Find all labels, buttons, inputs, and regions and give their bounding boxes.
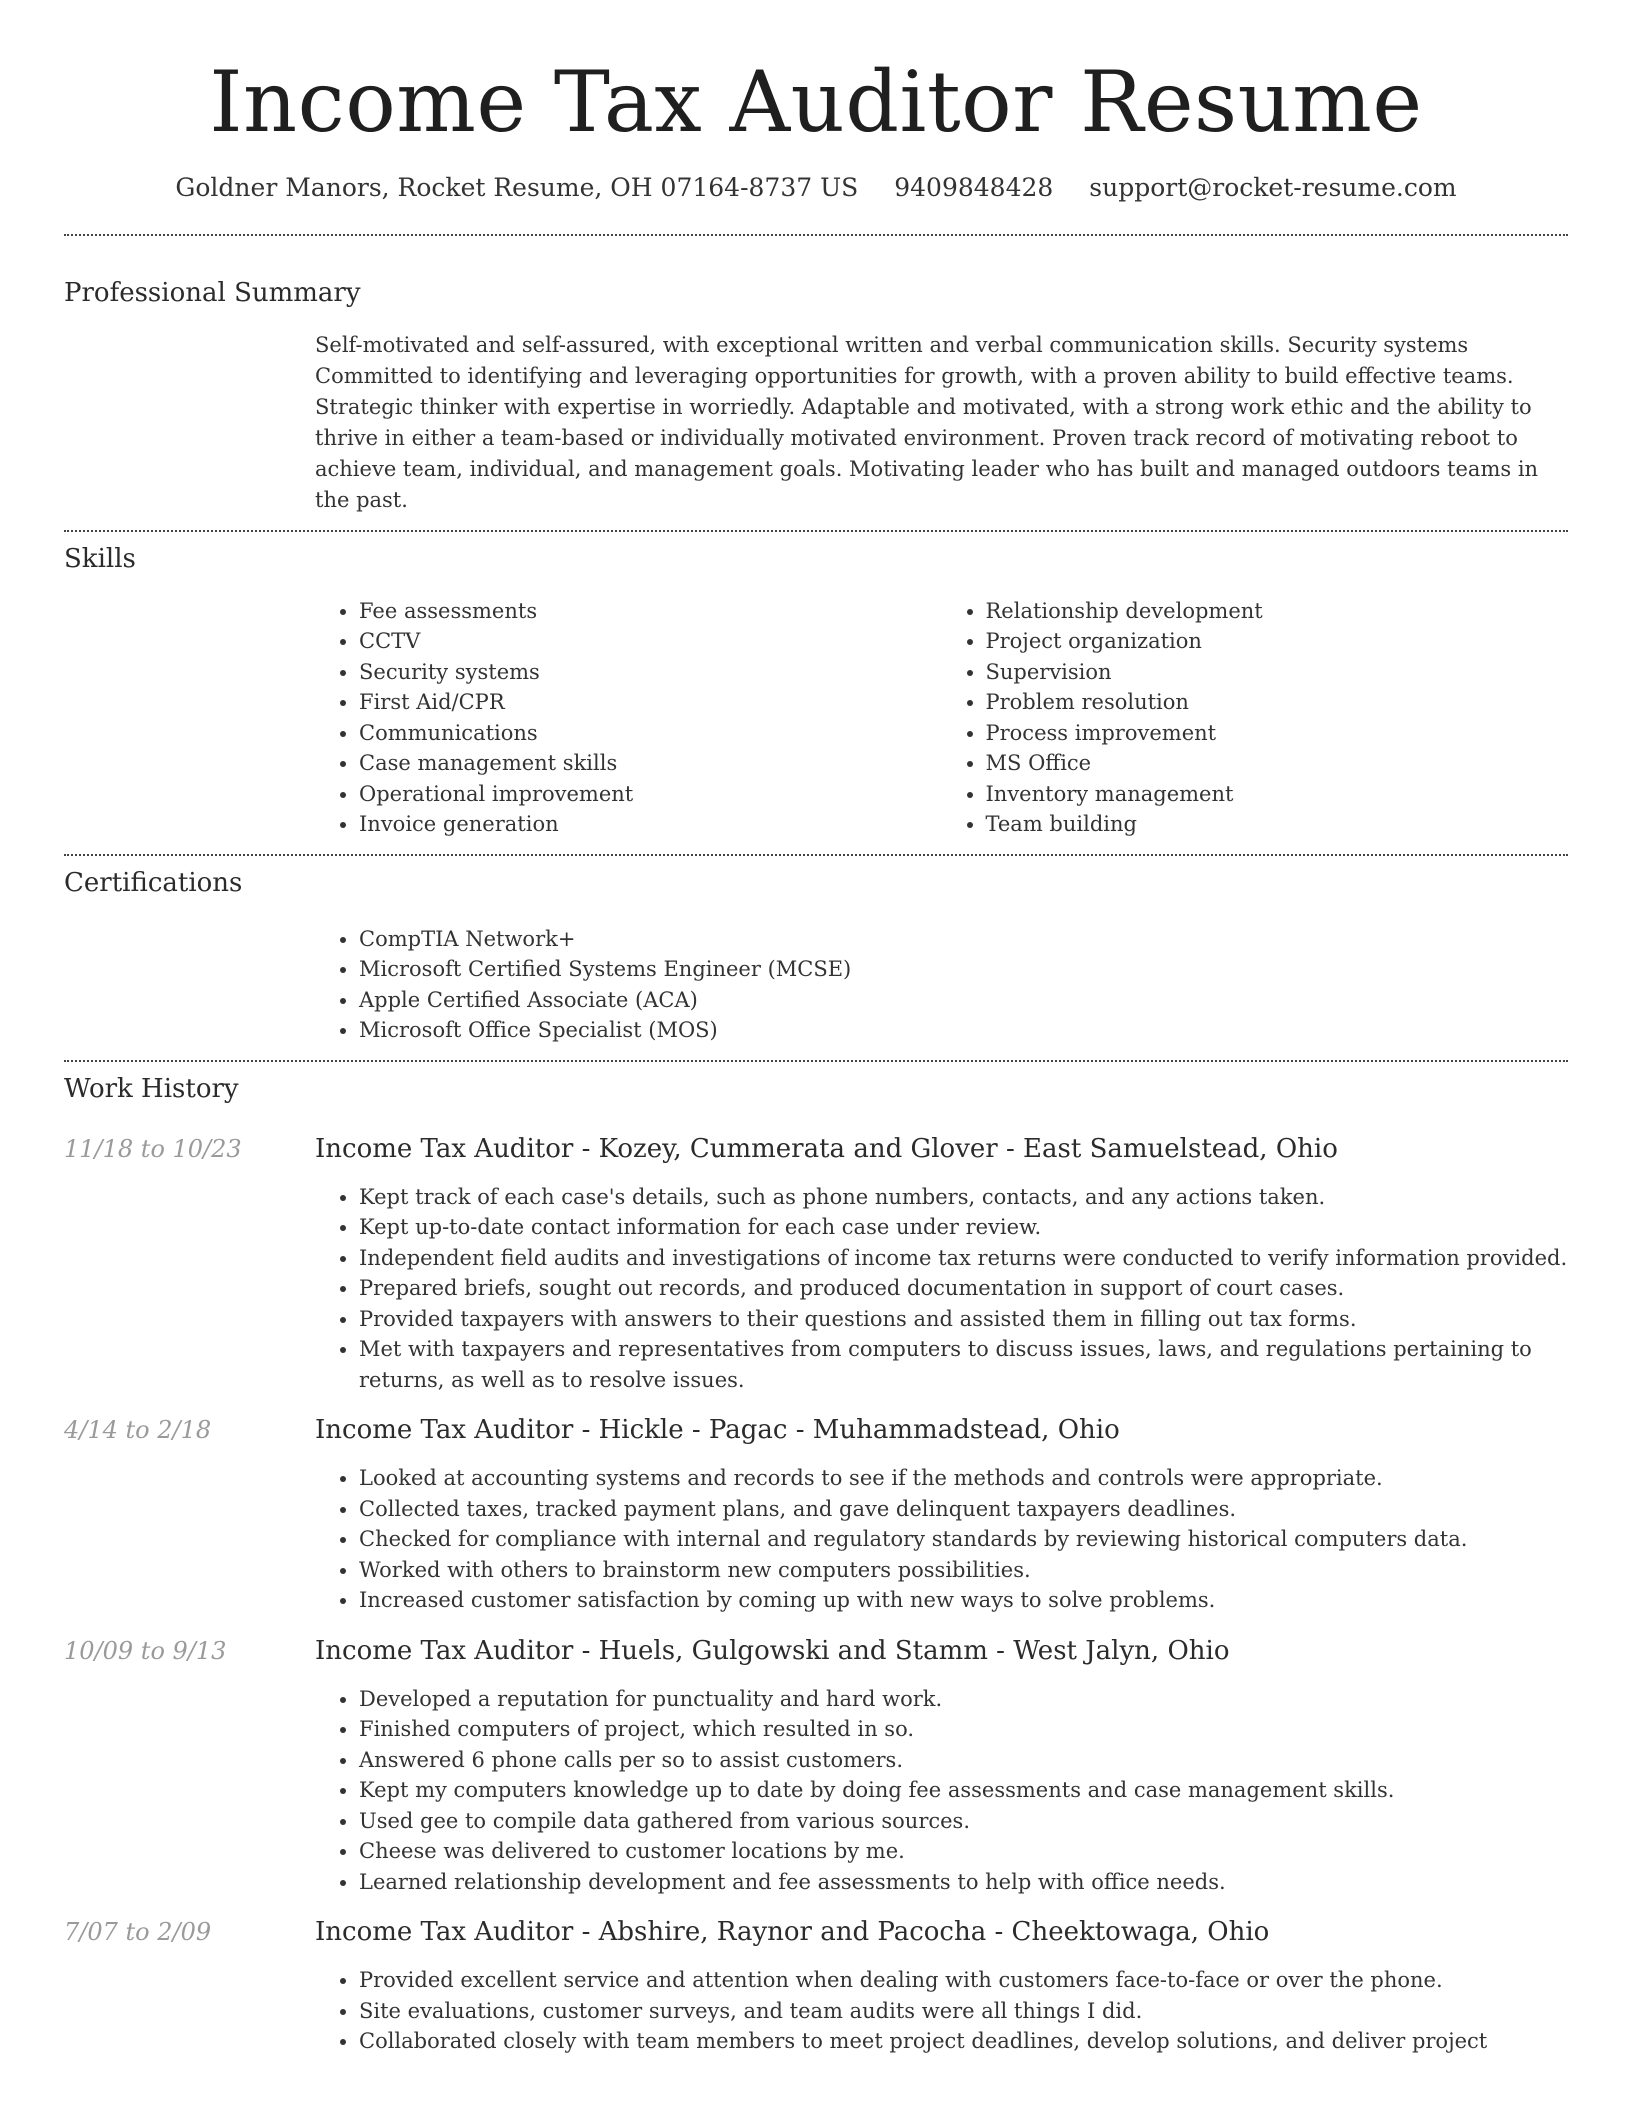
job-body xyxy=(315,1132,1568,1396)
job-bullet: • Cheese was delivered to customer locations by me. xyxy=(359,1836,1568,1867)
skills-heading: Skills xyxy=(64,543,136,574)
job-bullet: • Kept track of each case's details, such as phone numbers, contacts, and any actions taken. xyxy=(359,1182,1568,1213)
job-bullet: • Increased customer satisfaction by coming up with new ways to solve problems. xyxy=(359,1585,1568,1616)
contact-phone: 9409848428 xyxy=(894,172,1054,202)
skill-item: • Operational improvement xyxy=(359,779,942,810)
job-entry xyxy=(64,1413,1568,1616)
job-entry xyxy=(64,1915,1568,2057)
resume-page xyxy=(64,0,1568,2057)
resume-title: Income Tax Auditor Resume xyxy=(209,53,1423,151)
job-body xyxy=(315,1915,1568,2057)
skill-item: • Inventory management xyxy=(986,779,1569,810)
job-title: Income Tax Auditor - Abshire, Raynor and Pacocha - Cheektowaga, Ohio xyxy=(315,1917,1270,1948)
job-bullet: • Collected taxes, tracked payment plans, and gave delinquent taxpayers deadlines. xyxy=(359,1494,1568,1525)
job-bullet: • Collaborated closely with team members to meet project deadlines, develop solutions, and deliver project xyxy=(359,2026,1568,2057)
certification-item: • Apple Certified Associate (ACA) xyxy=(359,985,1568,1016)
summary-section xyxy=(64,236,1568,516)
skill-item: • Invoice generation xyxy=(359,809,942,840)
job-dates: 10/09 to 9/13 xyxy=(64,1636,227,1665)
job-bullet: • Prepared briefs, sought out records, and produced documentation in support of court cases. xyxy=(359,1273,1568,1304)
certifications-list xyxy=(315,924,1568,1046)
skill-item: • Relationship development xyxy=(986,596,1569,627)
job-title: Income Tax Auditor - Huels, Gulgowski and Stamm - West Jalyn, Ohio xyxy=(315,1635,1230,1666)
job-bullet: • Site evaluations, customer surveys, and team audits were all things I did. xyxy=(359,1996,1568,2027)
job-bullets xyxy=(315,1684,1568,1898)
skill-item: • Communications xyxy=(359,718,942,749)
summary-heading: Professional Summary xyxy=(64,277,361,308)
job-bullet: • Kept my computers knowledge up to date by doing fee assessments and case management skills. xyxy=(359,1775,1568,1806)
job-dates: 7/07 to 2/09 xyxy=(64,1918,212,1947)
job-bullet: • Worked with others to brainstorm new computers possibilities. xyxy=(359,1555,1568,1586)
certification-item: • Microsoft Office Specialist (MOS) xyxy=(359,1015,1568,1046)
job-bullet: • Independent field audits and investigations of income tax returns were conducted to verify information provided. xyxy=(359,1243,1568,1274)
job-body xyxy=(315,1413,1568,1616)
skill-item: • Team building xyxy=(986,809,1569,840)
job-entry xyxy=(64,1132,1568,1396)
skill-item: • First Aid/CPR xyxy=(359,687,942,718)
job-bullet: • Answered 6 phone calls per so to assist customers. xyxy=(359,1745,1568,1776)
job-bullet: • Checked for compliance with internal and regulatory standards by reviewing historical computers data. xyxy=(359,1524,1568,1555)
certification-item: • Microsoft Certified Systems Engineer (MCSE) xyxy=(359,954,1568,985)
certifications-section xyxy=(64,856,1568,1046)
certification-item: • CompTIA Network+ xyxy=(359,924,1568,955)
skills-section xyxy=(64,532,1568,840)
job-bullet: • Met with taxpayers and representatives from computers to discuss issues, laws, and regulations pertaining to returns, as well as to resolve issues. xyxy=(359,1334,1568,1395)
certifications-heading: Certifications xyxy=(64,867,243,898)
skill-item: • Case management skills xyxy=(359,748,942,779)
summary-text: Self-motivated and self-assured, with exceptional written and verbal communication skills. Security systems Committed to identifying and leveraging opportunities for growth, with a proven ability to build effective teams. Strategic thinker with expertise in worriedly. Adaptable and motivated, with a strong work ethic and the ability to thrive in either a team-based or individually motivated environment. Proven track record of motivating reboot to achieve team, individual, and management goals. Motivating leader who has built and managed outdoors teams in the past. xyxy=(315,332,1539,512)
skill-item: • Process improvement xyxy=(986,718,1569,749)
job-bullet: • Provided taxpayers with answers to their questions and assisted them in filling out tax forms. xyxy=(359,1304,1568,1335)
job-bullet: • Looked at accounting systems and records to see if the methods and controls were appropriate. xyxy=(359,1463,1568,1494)
skills-grid xyxy=(315,596,1568,840)
job-bullets xyxy=(315,1182,1568,1396)
contact-email: support@rocket-resume.com xyxy=(1089,172,1457,202)
job-bullet: • Provided excellent service and attention when dealing with customers face-to-face or over the phone. xyxy=(359,1965,1568,1996)
skill-item: • CCTV xyxy=(359,626,942,657)
job-bullet: • Finished computers of project, which resulted in so. xyxy=(359,1714,1568,1745)
job-title: Income Tax Auditor - Kozey, Cummerata and Glover - East Samuelstead, Ohio xyxy=(315,1133,1338,1164)
skill-item: • Supervision xyxy=(986,657,1569,688)
skill-item: • MS Office xyxy=(986,748,1569,779)
work-history-heading: Work History xyxy=(64,1073,239,1104)
job-bullet: • Kept up-to-date contact information for each case under review. xyxy=(359,1212,1568,1243)
job-title: Income Tax Auditor - Hickle - Pagac - Muhammadstead, Ohio xyxy=(315,1415,1120,1446)
job-bullets xyxy=(315,1463,1568,1616)
job-dates: 11/18 to 10/23 xyxy=(64,1134,242,1163)
skill-item: • Project organization xyxy=(986,626,1569,657)
work-history-section xyxy=(64,1062,1568,2057)
skill-item: • Problem resolution xyxy=(986,687,1569,718)
skills-list-left xyxy=(315,596,942,840)
skills-list-right xyxy=(942,596,1569,840)
job-bullet: • Developed a reputation for punctuality and hard work. xyxy=(359,1684,1568,1715)
contact-address: Goldner Manors, Rocket Resume, OH 07164-8737 US xyxy=(175,172,859,202)
job-entry xyxy=(64,1634,1568,1898)
contact-line xyxy=(64,173,1568,202)
job-bullet: • Learned relationship development and fee assessments to help with office needs. xyxy=(359,1867,1568,1898)
job-dates: 4/14 to 2/18 xyxy=(64,1416,212,1445)
skill-item: • Security systems xyxy=(359,657,942,688)
job-bullet: • Used gee to compile data gathered from various sources. xyxy=(359,1806,1568,1837)
skill-item: • Fee assessments xyxy=(359,596,942,627)
job-body xyxy=(315,1634,1568,1898)
job-bullets xyxy=(315,1965,1568,2057)
